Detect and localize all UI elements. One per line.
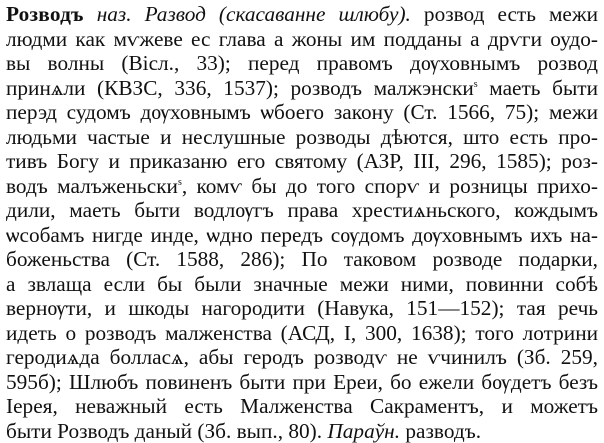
entry-text: людми как мѵжеве ес глава а жоны им подданы а дрѵги оудо-	[6, 27, 598, 51]
entry-line	[6, 321, 598, 346]
entry-line	[6, 296, 598, 321]
dictionary-entry	[6, 2, 598, 443]
entry-text	[84, 2, 97, 26]
entry-text: 595б); Шлюбъ повиненъ быти при Ереи, бо ежели бѹдетъ безъ	[6, 370, 598, 394]
entry-text: перэд судомъ дѹховнымъ ѡбоего закону (Ст. 1566, 75); межи	[6, 100, 598, 124]
entry-line	[6, 345, 598, 370]
entry-line	[6, 125, 598, 150]
entry-text: принѧли (КВЗС, 336, 1537); розводъ малжэнски	[6, 76, 474, 100]
entry-line	[6, 272, 598, 297]
entry-text: а звлаща если бы были значные межи ними, повинни собѣ	[6, 272, 598, 296]
superscript-mark: s	[474, 78, 478, 89]
entry-line	[6, 198, 598, 223]
entry-text: быти Розводъ даный (Зб. вып., 80).	[6, 419, 327, 443]
headword: Розводъ	[6, 2, 84, 26]
entry-text: вернѹти, и шкоды нагородити (Навука, 151—152); тая речь	[6, 296, 598, 320]
entry-line	[6, 174, 598, 199]
entry-text: людьми частые и неслушные розводы дѣются, што есть про-	[6, 125, 598, 149]
entry-line	[6, 76, 598, 101]
entry-text: маеть быти	[478, 76, 598, 100]
superscript-mark: s	[178, 176, 182, 187]
entry-text: ѡсобамъ нигде инде, ѡдно передъ сѹдомъ дѹховнымъ ихъ на-	[6, 223, 598, 247]
italic-annotation: Параўн.	[327, 419, 400, 443]
entry-text: водъ малъженьски	[6, 174, 178, 198]
entry-line	[6, 149, 598, 174]
entry-text: геродиѧда болласѧ, абы геродъ розводѵ не ѵчинилъ (Зб. 259,	[6, 345, 598, 369]
entry-line	[6, 370, 598, 395]
entry-text: идеть о розводъ малженства (АСД, I, 300, 1638); того лотрини	[6, 321, 598, 345]
entry-text: тивъ Богу и приказаню его святому (АЗР, III, 296, 1585); роз-	[6, 149, 598, 173]
entry-line	[6, 419, 598, 443]
entry-text: разводъ.	[400, 419, 481, 443]
entry-line	[6, 247, 598, 272]
entry-text: розвод есть межи	[411, 2, 598, 26]
entry-line	[6, 100, 598, 125]
entry-text: вы волны (Вісл., 33); перед правомъ дѹховнымъ розвод	[6, 51, 598, 75]
entry-line	[6, 27, 598, 52]
entry-text: дили, маеть быти водлѹгъ права хрестиѧньского, кождымъ	[6, 198, 598, 222]
entry-line	[6, 51, 598, 76]
entry-text: боженьства (Ст. 1588, 286); По таковом розводе подарки,	[6, 247, 598, 271]
entry-line	[6, 2, 598, 27]
entry-text: , комѵ бы до того спорѵ и розницы прихо-	[182, 174, 598, 198]
italic-annotation: наз. Развод (скасаванне шлюбу).	[97, 2, 411, 26]
entry-line	[6, 223, 598, 248]
entry-line	[6, 394, 598, 419]
entry-text: Іерея, неважный есть Малженства Сакраментъ, и можетъ	[6, 394, 598, 418]
